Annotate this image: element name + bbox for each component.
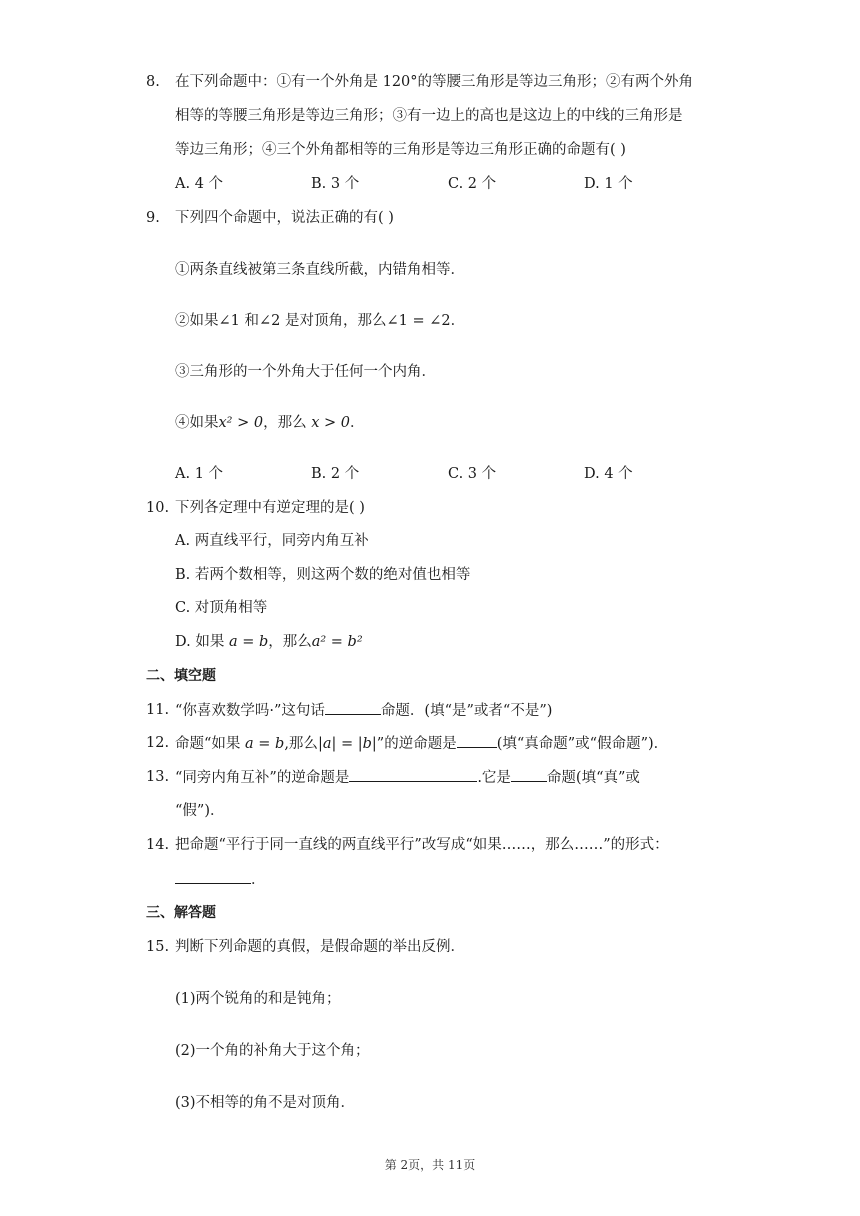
q8-line-3: 等边三角形；④三个外角都相等的三角形是等边三角形正确的命题有( ): [175, 142, 626, 158]
q13-line-1: [175, 767, 640, 788]
q9-statement-1: ①两条直线被第三条直线所截，内错角相等．: [175, 262, 465, 278]
q10-option-b: B. 若两个数相等，则这两个数的绝对值也相等: [175, 567, 471, 583]
q8-line-1: 在下列命题中：①有一个外角是 120°的等腰三角形是等边三角形；②有两个外角: [175, 74, 694, 90]
q12-number: 12.: [146, 735, 170, 751]
q12-middle-2: ”的逆命题是: [376, 736, 457, 752]
q12-suffix: (填“真命题”或“假命题”)．: [496, 736, 669, 752]
q11-suffix: 命题．(填“是”或者“不是”): [380, 703, 553, 719]
q13-line-2: “假”)．: [175, 803, 225, 819]
q10-d-middle: ，那么: [268, 634, 312, 650]
q13-middle: .它是: [477, 770, 511, 786]
q10-d-prefix: D. 如果: [175, 634, 229, 650]
q14-line-2: [175, 869, 266, 890]
q10-option-d: [175, 632, 363, 652]
q15-part-1: (1)两个锐角的和是钝角；: [175, 991, 341, 1007]
q9-s4-prefix: ④如果: [175, 415, 219, 431]
q14-number: 14.: [146, 837, 170, 853]
q11-answer-blank: [325, 700, 381, 715]
q9-s4-math-2: x > 0: [311, 415, 350, 431]
page-footer: 第 2页，共 11页: [384, 1158, 476, 1172]
q9-s4-middle: ，那么: [263, 415, 312, 431]
q10-option-a: A. 两直线平行，同旁内角互补: [175, 533, 369, 549]
q9-option-b: B. 2 个: [311, 466, 360, 482]
q11-line: [175, 700, 552, 721]
q9-statement-3: ③三角形的一个外角大于任何一个内角．: [175, 364, 436, 380]
q9-statement-2: ②如果∠1 和∠2 是对顶角，那么∠1 = ∠2．: [175, 313, 466, 329]
q15-stem: 判断下列命题的真假，是假命题的举出反例．: [175, 939, 465, 955]
q9-option-a: A. 1 个: [175, 466, 224, 482]
q13-answer-blank-1: [349, 767, 477, 782]
q9-statement-4: [175, 413, 364, 433]
q10-number: 10.: [146, 500, 170, 516]
q8-option-a: A. 4 个: [175, 176, 224, 192]
q12-answer-blank: [457, 733, 497, 748]
q12-math-1: a = b: [245, 736, 285, 752]
q11-number: 11.: [146, 702, 170, 718]
q8-option-d: D. 1 个: [584, 176, 633, 192]
q9-option-d: D. 4 个: [584, 466, 633, 482]
q9-s4-end: ．: [349, 415, 365, 431]
q14-end: ．: [251, 872, 266, 888]
q8-line-2: 相等的等腰三角形是等边三角形；③有一边上的高也是这边上的中线的三角形是: [175, 108, 683, 124]
q8-option-c: C. 2 个: [448, 176, 497, 192]
q9-stem: 下列四个命题中，说法正确的有( ): [175, 210, 394, 226]
section-fill-in-blank-heading: 二、填空题: [146, 668, 216, 684]
q15-part-2: (2)一个角的补角大于这个角；: [175, 1043, 370, 1059]
q12-prefix: 命题“如果: [175, 736, 246, 752]
q14-line-1: 把命题“平行于同一直线的两直线平行”改写成“如果……，那么……”的形式：: [175, 837, 669, 853]
q9-option-c: C. 3 个: [448, 466, 497, 482]
q13-prefix: “同旁内角互补”的逆命题是: [175, 770, 350, 786]
q8-option-b: B. 3 个: [311, 176, 360, 192]
q9-number: 9.: [146, 210, 160, 226]
q11-prefix: “你喜欢数学吗·”这句话: [175, 703, 325, 719]
q12-line: [175, 733, 668, 754]
q15-number: 15.: [146, 939, 170, 955]
q10-option-c: C. 对顶角相等: [175, 600, 268, 616]
q10-d-math-1: a = b: [228, 634, 269, 650]
q15-part-3: (3)不相等的角不是对顶角．: [175, 1095, 356, 1111]
q12-middle: ,那么: [284, 736, 318, 752]
q14-answer-blank: [175, 869, 251, 884]
q12-math-2: |a| = |b|: [317, 736, 377, 752]
q8-number: 8.: [146, 74, 160, 90]
q9-s4-math-1: x² > 0: [218, 415, 264, 431]
q13-number: 13.: [146, 769, 170, 785]
q13-suffix: 命题(填“真”或: [546, 770, 640, 786]
q10-d-math-2: a² = b²: [311, 634, 363, 650]
q13-answer-blank-2: [511, 767, 547, 782]
section-answer-heading: 三、解答题: [146, 905, 216, 921]
q10-stem: 下列各定理中有逆定理的是( ): [175, 500, 365, 516]
